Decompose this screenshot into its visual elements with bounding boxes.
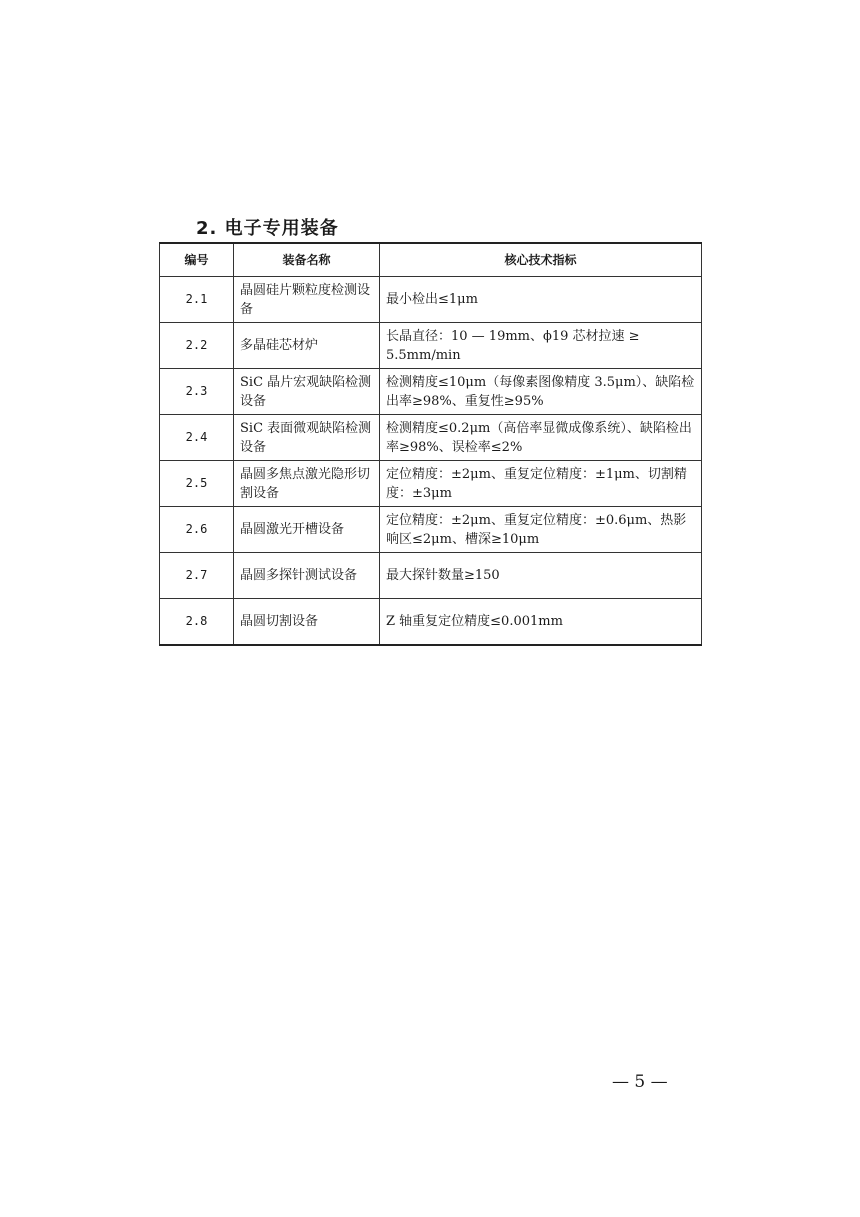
row-number: 2.8 — [160, 599, 234, 646]
row-equipment-name: 晶圆切割设备 — [234, 599, 380, 646]
row-core-specs: 长晶直径：10 — 19mm、ϕ19 芯材拉速 ≥ 5.5mm/min — [380, 323, 702, 369]
header-number: 编号 — [160, 243, 234, 277]
header-core-specs: 核心技术指标 — [380, 243, 702, 277]
table-row — [160, 323, 702, 369]
row-core-specs: 最大探针数量≥150 — [380, 553, 702, 599]
row-number: 2.7 — [160, 553, 234, 599]
table-row — [160, 507, 702, 553]
section-title: 2. 电子专用装备 — [196, 218, 339, 239]
row-core-specs: 检测精度≤0.2μm（高倍率显微成像系统）、缺陷检出率≥98%、误检率≤2% — [380, 415, 702, 461]
row-number: 2.3 — [160, 369, 234, 415]
header-equipment-name: 装备名称 — [234, 243, 380, 277]
row-equipment-name: 晶圆多探针测试设备 — [234, 553, 380, 599]
row-core-specs: 检测精度≤10μm（每像素图像精度 3.5μm）、缺陷检出率≥98%、重复性≥95% — [380, 369, 702, 415]
table-header-row — [160, 243, 702, 277]
table-row — [160, 415, 702, 461]
row-number: 2.1 — [160, 277, 234, 323]
row-core-specs: Z 轴重复定位精度≤0.001mm — [380, 599, 702, 646]
table-row — [160, 277, 702, 323]
row-core-specs: 定位精度：±2μm、重复定位精度：±1μm、切割精度：±3μm — [380, 461, 702, 507]
table-row — [160, 461, 702, 507]
row-core-specs: 最小检出≤1μm — [380, 277, 702, 323]
row-number: 2.2 — [160, 323, 234, 369]
row-equipment-name: 晶圆激光开槽设备 — [234, 507, 380, 553]
row-number: 2.6 — [160, 507, 234, 553]
equipment-spec-table — [159, 242, 702, 646]
row-equipment-name: 晶圆多焦点激光隐形切割设备 — [234, 461, 380, 507]
table-row — [160, 553, 702, 599]
page-number: — 5 — — [612, 1072, 668, 1092]
table-row — [160, 369, 702, 415]
row-number: 2.5 — [160, 461, 234, 507]
row-core-specs: 定位精度：±2μm、重复定位精度：±0.6μm、热影响区≤2μm、槽深≥10μm — [380, 507, 702, 553]
row-equipment-name: 多晶硅芯材炉 — [234, 323, 380, 369]
row-number: 2.4 — [160, 415, 234, 461]
row-equipment-name: SiC 表面微观缺陷检测设备 — [234, 415, 380, 461]
table-row — [160, 599, 702, 646]
row-equipment-name: 晶圆硅片颗粒度检测设备 — [234, 277, 380, 323]
row-equipment-name: SiC 晶片宏观缺陷检测设备 — [234, 369, 380, 415]
